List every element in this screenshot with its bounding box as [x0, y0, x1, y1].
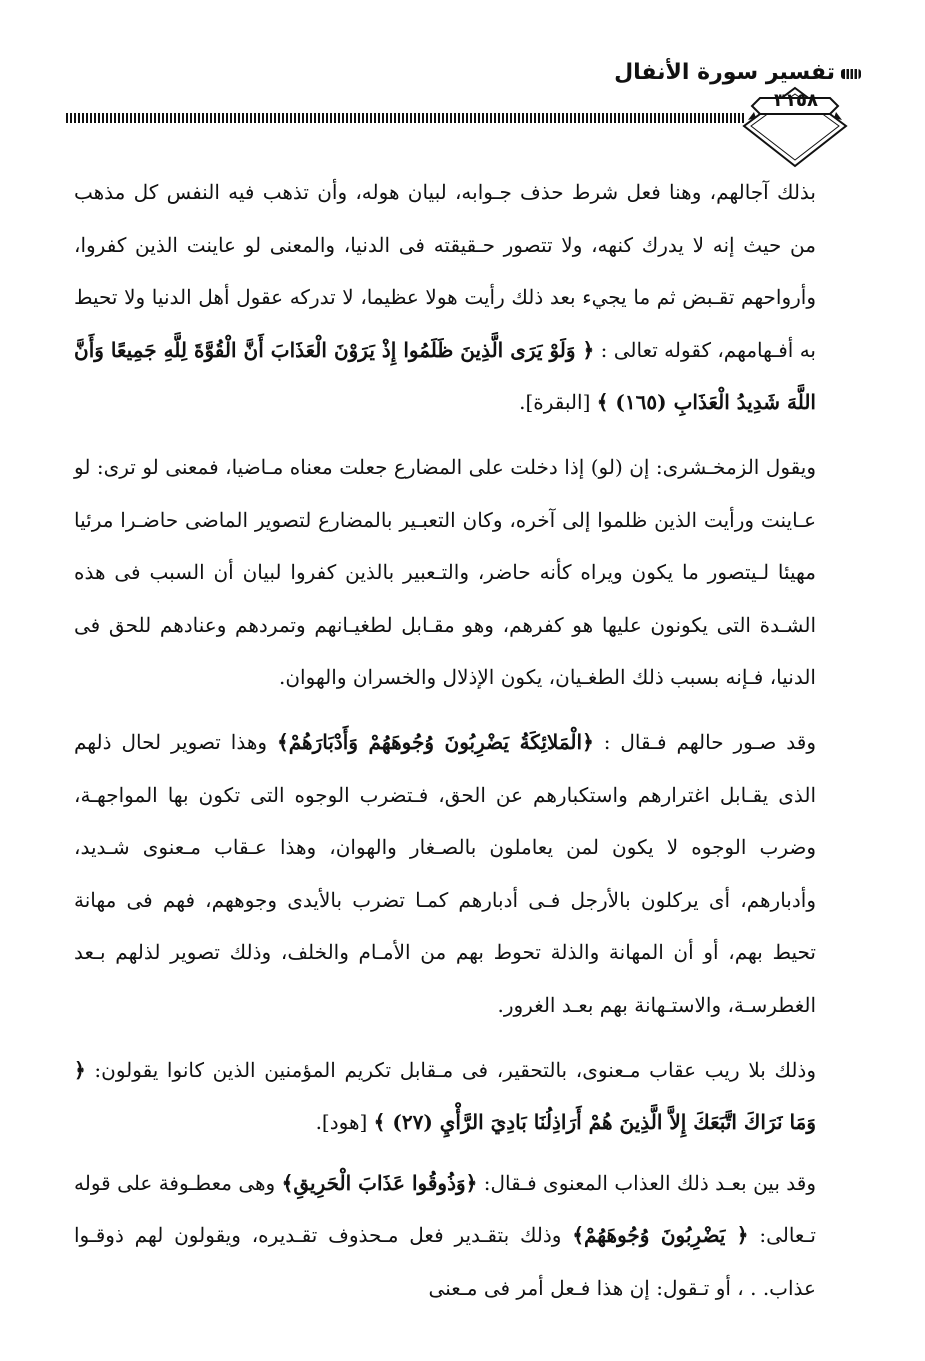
- page-header: [0, 58, 925, 158]
- text-segment: ويقول الزمخـشرى: إن (لو) إذا دخلت على المضارع جعلت معناه مـاضيا، فمعنى لو ترى: لو عـاينت ورأيت الذين ظلموا إلى آخره، وكان التعبـير بالمضارع لتصوير الماضى حاضـرا مرئيا مهيئا لـيتصور ما يكون ويراه كأنه حاضر، والتـعبير بالذين كفروا لبيان أن السبب فى هذه الشـدة التى يكونون عليها هو كفرهم، وهو مقـابل لطغيـانهم وتمردهم وعنادهم للحق فى الدنيا، فـإنه بسبب ذلك الطغـيان، يكون الإذلال والخسران والهوان.: [74, 454, 816, 690]
- paragraph: [74, 1044, 816, 1149]
- quran-verse: ﴿ وَمَا نَرَاكَ اتَّبَعَكَ إِلاَّ الَّذِينَ هُمْ أَرَاذِلُنَا بَادِيَ الرَّأْيِ (٢٧) ﴾: [74, 1057, 816, 1135]
- quran-verse: ﴿ وَلَوْ يَرَى الَّذِينَ ظَلَمُوا إِذْ يَرَوْنَ الْعَذَابَ أَنَّ الْقُوَّةَ لِلَّهِ جَمِيعًا وَأَنَّ اللَّهَ شَدِيدُ الْعَذَابِ (١٦٥) ﴾: [74, 337, 816, 415]
- quran-verse: ﴿وَذُوقُوا عَذَابَ الْحَرِيقِ﴾: [281, 1170, 478, 1195]
- paragraph: [74, 166, 816, 429]
- text-segment: بذلك آجالهم، وهنا فعل شرط حذف جـوابه، لبيان هوله، وأن تذهب فيه النفس كل مذهب من حيث إنه لا يدرك كنهه، ولا تتصور حـقيقته فى الدنيا، والمعنى لو عاينت الذين كفروا، وأرواحهم تقـبض ثم ما يجيء بعد ذلك رأيت هولا عظيما، لا تدركه عقول أهل الدنيا ولا تحيط به أفـهامهم، كقوله تعالى :: [74, 180, 816, 362]
- text-segment: وقد بين بعـد ذلك العذاب المعنوى فـقال:: [477, 1170, 817, 1195]
- text-segment: وقد صـور حالهم فـقال :: [593, 729, 816, 754]
- text-segment: وهذا تصوير لحال ذلهم الذى يقـابل اغترارهم واستكبارهم عن الحق، فـتضرب الوجوه التى تكون بها المواجهـة، وضرب الوجوه لا يكون لمن يعاملون بالصـغار والهوان، وهذا عـقاب مـعنوى شـديد، وأدبارهم، أى يركلون بالأرجل فـى أدبارهم كمـا تضرب بالأيدى وجوههم، فهم فى مهانة تحيط بهم، أو أن المهانة والذلة تحوط بهم من الأمـام والخلف، وذلك تصوير لذلهم بـعد الغطرسـة، والاستـهانة بهم بعـد الغرور.: [74, 729, 816, 1017]
- quran-verse: ﴿الْمَلائِكَةُ يَضْرِبُونَ وُجُوهَهُمْ وَأَدْبَارَهُمْ﴾: [277, 729, 594, 754]
- text-segment: وهى معطـوفة على قوله تـعالى:: [74, 1170, 816, 1248]
- running-title: تفسير سورة الأنفال: [614, 60, 835, 85]
- paragraph: [74, 716, 816, 1032]
- quran-verse: ﴿ يَضْرِبُونَ وُجُوهَهُمْ﴾: [572, 1223, 749, 1248]
- text-segment: [البقرة].: [519, 390, 597, 415]
- paragraph: [74, 1157, 816, 1315]
- body-text: [74, 166, 816, 1314]
- text-segment: وذلك بتقـدير فعل مـحذوف تقـديره، ويقولون لهم ذوقـوا عذاب. . ، أو تـقول: إن هذا فـعل أمر فى مـعنى: [74, 1223, 816, 1300]
- page-number: ٣١٥٨: [774, 90, 818, 111]
- text-segment: وذلك بلا ريب عقاب مـعنوى، بالتحقير، فى مـقابل تكريم المؤمنين الذين كانوا يقولون:: [85, 1057, 816, 1082]
- ornament-icon: [839, 66, 863, 82]
- paragraph: [74, 441, 816, 704]
- text-segment: [هود].: [315, 1110, 374, 1135]
- header-rule: [66, 113, 744, 123]
